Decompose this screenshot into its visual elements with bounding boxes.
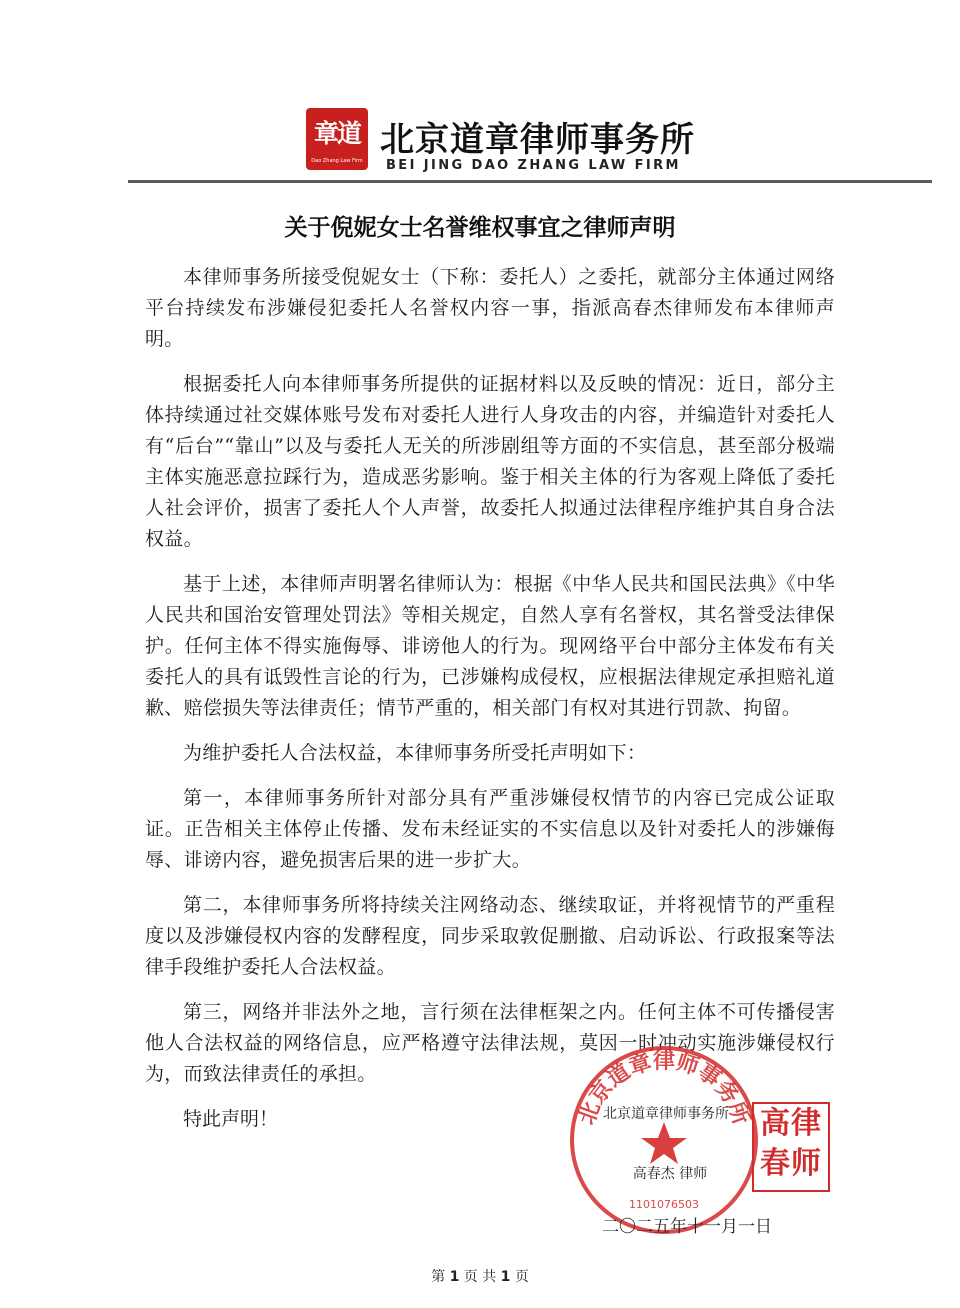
footer-prefix: 第 [431,1269,446,1285]
statement-date: 二〇二五年十一月一日 [602,1217,772,1237]
logo-seal-glyphs: 章道 [313,119,360,148]
paragraph-intro: 本律师事务所接受倪妮女士（下称：委托人）之委托，就部分主体通过网络平台持续发布涉嫌侵犯委托人名誉权内容一事，指派高春杰律师发布本律师声明。 [145,266,835,350]
logo-seal-small-text: Dao Zhang Law Firm [311,158,363,164]
stamp-ring-text: 北京道章律师事务所 [573,1048,755,1129]
paragraph-point-three: 第三，网络并非法外之地，言行须在法律框架之内。任何主体不可传播侵害他人合法权益的网络信息，应严格遵守法律法规，莫因一时冲动实施涉嫌侵权行为，而致法律责任的承担。 [145,1001,835,1085]
firm-name-english: BEI JING DAO ZHANG LAW FIRM [386,158,681,173]
firm-name: 北京道章律师事务所 [380,120,695,160]
footer-page-number: 1 [449,1269,460,1285]
paragraph-facts: 根据委托人向本律师事务所提供的证据材料以及反映的情况：近日，部分主体持续通过社交媒体账号发布对委托人进行人身攻击的内容，并编造针对委托人有“后台”“靠山”以及与委托人无关的所涉剧组等方面的不实信息，甚至部分极端主体实施恶意拉踩行为，造成恶劣影响。鉴于相关主体的行为客观上降低了委托人社会评价，损害了委托人个人声誉，故委托人拟通过法律程序维护其自身合法权益。 [145,373,835,550]
header-divider [128,180,932,183]
statement-title: 关于倪妮女士名誉维权事宜之律师声明 [284,214,676,241]
stamp-code: 1101076503 [629,1198,699,1211]
signature-line-2: 春师 [760,1146,822,1181]
paragraph-legal-basis: 基于上述，本律师声明署名律师认为：根据《中华人民共和国民法典》《中华人民共和国治安管理处罚法》等相关规定，自然人享有名誉权，其名誉受法律保护。任何主体不得实施侮辱、诽谤他人的行为。现网络平台中部分主体发布有关委托人的具有诋毁性言论的行为，已涉嫌构成侵权，应根据法律规定承担赔礼道歉、赔偿损失等法律责任；情节严重的，相关部门有权对其进行罚款、拘留。 [145,573,835,719]
paragraph-point-two: 第二，本律师事务所将持续关注网络动态、继续取证，并将视情节的严重程度以及涉嫌侵权内容的发酵程度，同步采取敦促删撤、启动诉讼、行政报案等法律手段维护委托人合法权益。 [145,894,835,978]
signature-line-1: 高律 [760,1106,822,1141]
firm-logo-seal [306,108,368,170]
stamp-inner-firm: 北京道章律师事务所 [603,1106,729,1122]
law-firm-stamp [566,1042,762,1238]
page-footer [0,1266,960,1286]
stamp-inner-lawyer: 高春杰 律师 [632,1166,708,1182]
lawyer-signature-seal [752,1102,830,1192]
stamp-star-icon [641,1122,687,1164]
paragraph-point-one: 第一，本律师事务所针对部分具有严重涉嫌侵权情节的内容已完成公证取证。正告相关主体停止传播、发布未经证实的不实信息以及针对委托人的涉嫌侮辱、诽谤内容，避免损害后果的进一步扩大。 [145,787,835,871]
footer-total-pages: 1 [500,1269,511,1285]
paragraph-declaration-lead: 为维护委托人合法权益，本律师事务所受托声明如下： [183,742,647,764]
footer-mid: 页 共 [463,1269,497,1285]
statement-body [145,262,835,1135]
closing-line: 特此声明！ [183,1108,279,1130]
footer-suffix: 页 [514,1269,529,1285]
